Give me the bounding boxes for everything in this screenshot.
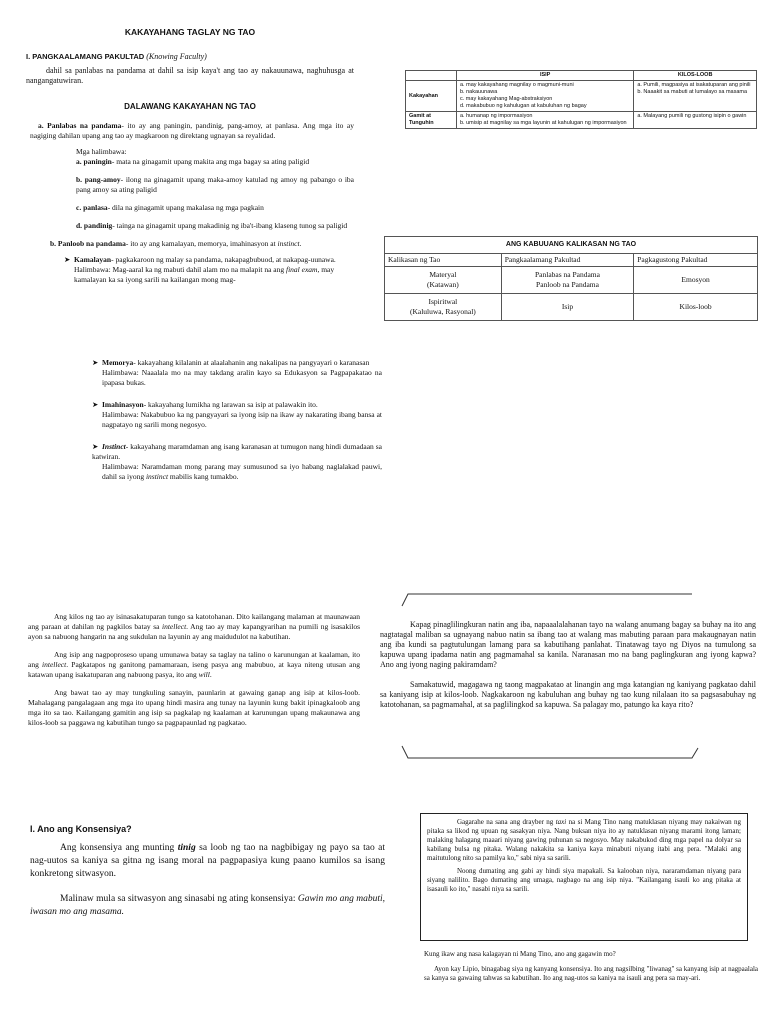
memorya-item: ➤ Memorya- kakayahang kilalanin at alaalahanin ang nakalipas na pangyayari o karanasan Halimbawa: Naaalala mo na may takdang aralin kayo sa Edukasyon sa Pagpapakatao na ipapasa bukas.	[92, 358, 382, 387]
paragraph: Ang kilos ng tao ay isinasakatuparan tungo sa katotohanan. Dito kailangang malaman at maunawaan ang paraan at dahilan ng pagkilos batay sa intellect. Ang tao ay may kapangyarihan na pumili ng isasakilos ayon sa nabuong hangarin na ang sukdulan na layunin ay ang maidudulot na kabutihan.	[28, 612, 361, 641]
table-header: KILOS-LOOB	[634, 71, 757, 81]
halimbawa-label: Mga halimbawa:	[76, 147, 127, 156]
paragraph: Ayon kay Lipio, binagabag siya ng kanyang konsensiya. Ito ang nagsilbing "liwanag" sa kanyang isip at nagpaalala sa kanya sa gawaing tahwas sa kabutihan. Ito ang nag-utos sa kaniya na isauli ang pera sa may-ari.	[424, 965, 758, 982]
paragraph: Ang bawat tao ay may tungkuling sanayin, paunlarin at gawaing ganap ang isip at kilos-loob. Mahalagang pangalagaan ang mga ito upang hindi masira ang tunay na layunin kung bakit ipinagkaloob ang mga ito sa tao. Kailangang gamitin ang isip sa pagkalap ng kaalaman at karunungan upang makaunawa ang kilos-loob sa paggawa ng kabutihan tungo sa pagpapaunlad ng pagkatao.	[28, 688, 360, 727]
sense-item: a. paningin- mata na ginagamit upang makita ang mga bagay sa ating paligid	[76, 157, 310, 166]
left-column-lower	[92, 358, 382, 482]
middle-right-text	[380, 620, 756, 710]
instinct-item: ➤ Instinct- kakayahang maramdaman ang isang karanasan at tumugon nang hindi dumadaan sa katwiran. Halimbawa: Naramdaman mong parang may sumusunod sa iyo habang naglalakad pauwi, dahil sa iyong instinct mabilis kang tumakbo.	[92, 442, 382, 481]
table-header: Pangkaalamang Pakultad	[501, 254, 633, 267]
paragraph: Ang konsensiya ang munting tinig sa loob ng tao na nagbibigay ng payo sa tao at nag-uutos sa kaniya sa gitna ng isang moral na pagpapasiya kung paano kumilos sa isang konkretong sitwasyon.	[30, 843, 386, 879]
table-header: Pagkagustong Pakultad	[634, 254, 758, 267]
kalikasan-table	[384, 236, 758, 321]
scroll-bracket-bottom	[400, 744, 700, 764]
konsensiya-heading: I. Ano ang Konsensiya?	[30, 824, 132, 834]
paragraph: Gagarahe na sana ang drayber ng taxi na si Mang Tino nang matuklasan niyang may nakaiwan ng pitaka sa likod ng upuan ng sasakyan niya. Nang buksan niya ito ay natuklasan niyang marami itong laman; malaking halagang maaari niyang gawing puhunan sa negosyo. May nakabukod ding mga papel na dolyar sa kabilang bulsa ng pitaka. Walang nakakita sa kaniya kaya minabuti niyang itabi ang pera. "Malaki ang maitutulong nito sa pamilya ko," sabi niya sa sarili.	[427, 818, 742, 862]
panloob-paragraph: b. Panloob na pandama- ito ay ang kamalayan, memorya, imahinasyon at instinct.	[50, 239, 302, 248]
sense-item: c. panlasa- dila na ginagamit upang makalasa ng mga pagkain	[76, 203, 264, 212]
table-row: Ispiritwal (Kaluluwa, Rasyonal) Isip Kilos-loob	[385, 294, 758, 321]
kamalayan-item: ➤ Kamalayan- pagkakaroon ng malay sa pandama, nakapagbubuod, at nakapag-uunawa. Halimbawa: Mag-aaral ka ng mabuti dahil alam mo na malapit na ang final exam, may kamalayan ka sa iyong sarili na kailangan mong mag-	[64, 255, 336, 284]
senses-list	[26, 157, 354, 231]
kalikasan-title: ANG KABUUANG KALIKASAN NG TAO	[385, 237, 758, 254]
table-row: Gamit at Tunguhin a. humanap ng impormasiyon b. umisip at magnilay sa mga layunin at kahulugan ng impormasiyon a. Malayang pumili ng gustong isipin o gawin	[406, 112, 757, 129]
paragraph: Malinaw mula sa sitwasyon ang sinasabi ng ating konsensiya: Gawin mo ang mabuti, iwasan mo ang masama.	[30, 894, 385, 917]
arrow-bullet-icon: ➤	[92, 400, 99, 409]
arrow-bullet-icon: ➤	[92, 442, 99, 451]
paragraph: Kapag pinaglilingkuran natin ang iba, napaaalalahanan tayo na walang anumang bagay sa buhay na ito ang nagtatagal maliban sa ugnayang nabuo natin sa ibang tao at walang mas mabuting paraan para makaugnayan natin ang iba kundi sa pagtutulungan lamang para sa kabutihang panlahat. Tinatawag tayo ng Diyos na tumulong sa kapuwa upang ipadama natin ang pagmamahal sa kanila. Naranasan mo na bang paglingkuran ang iyong kapwa? Ano ang iyong naging pakiramdam?	[380, 620, 756, 669]
imahinasyon-item: ➤ Imahinasyon- kakayahang lumikha ng larawan sa isip at palawakin ito. Halimbawa: Nakabubuo ka ng pangyayari sa iyong isip na ikaw ay nakarating ibang bansa at nagpatayo ng sarili mong negosyo.	[92, 400, 382, 429]
section1-heading: I. PANGKAALAMANG PAKULTAD (Knowing Faculty)	[26, 52, 207, 61]
isip-kilos-table	[405, 70, 757, 129]
sense-item: b. pang-amoy- ilong na ginagamit upang maka-amoy katulad ng amoy ng pabango o iba pang amoy sa ating paligid	[76, 175, 354, 194]
arrow-bullet-icon: ➤	[64, 255, 71, 264]
dalawang-heading: DALAWANG KAKAYAHAN NG TAO	[124, 102, 256, 111]
left-column	[26, 18, 354, 285]
scroll-bracket-top	[400, 588, 700, 608]
question: Kung ikaw ang nasa kalagayan ni Mang Tino, ano ang gagawin mo?	[424, 950, 616, 958]
table-row: Kakayahan a. may kakayahang magnilay o magmuni-muni b. nakauunawa c. may kakayahang Mag-abstraksiyon d. makabubuo ng kahulugan at kabuluhan ng bagay a. Pumili, magpasiya at isakatuparan ang pinili b. Naaakit sa mabuti at lumalayo sa masama	[406, 81, 757, 112]
page-title: KAKAYAHANG TAGLAY NG TAO	[124, 27, 256, 37]
table-header	[406, 71, 457, 81]
story-box	[420, 813, 748, 941]
table-header: ISIP	[457, 71, 634, 81]
konsensiya-section	[30, 824, 385, 919]
paragraph: Ang isip ang nagpoproseso upang umunawa batay sa taglay na talino o karunungan at kaalaman, ito ang intellect. Pagkatapos ng ganitong pamamaraan, iseng pasya ang mabubuo, at kaya niteng utusan ang katawan upang isakatuparan ang nabuong pasya, ito ang will.	[28, 650, 361, 679]
arrow-bullet-icon: ➤	[92, 358, 99, 367]
panlabas-paragraph: a. Panlabas na pandama- ito ay ang paningin, pandinig, pang-amoy, at panlasa. Ang mga ito ay nagiging dahilan upang ang tao ay magkaroon ng direktang ugnayan sa reyalidad.	[30, 121, 355, 140]
middle-left-text	[28, 612, 360, 728]
table-header: Kalikasan ng Tao	[385, 254, 502, 267]
paragraph: Noong dumating ang gabi ay hindi siya mapakali. Sa kalooban niya, nararamdaman niyang para siyang nalilito. Bago dumating ang umaga, nagbago na ang isip niya. "Kailangang isauli ko ang pitaka at isasauli ko ito," nasabi niya sa sarili.	[427, 867, 741, 893]
table-row: Materyal (Katawan) Panlabas na Pandama Panloob na Pandama Emosyon	[385, 267, 758, 294]
paragraph: Samakatuwid, magagawa ng taong magpakatao at linangin ang mga katangian ng kaniyang pagkatao dahil sa kaniyang isip at kilos-loob. Nagkakaroon ng kabuluhan ang buhay ng tao kung nilalaan ito sa pagsasabuhay ng katotohanan, sa pagmamahal, at sa paglilingkod sa kapuwa. Sa palagay mo, patungo ka kaya rito?	[380, 680, 756, 709]
sense-item: d. pandinig- tainga na ginagamit upang makadinig ng iba't-ibang klaseng tunog sa paligid	[76, 221, 348, 230]
section1-body: dahil sa panlabas na pandama at dahil sa isip kaya't ang tao ay nakauunawa, naghuhusga at nangangatuwiran.	[26, 66, 354, 85]
after-box-text	[424, 950, 758, 983]
